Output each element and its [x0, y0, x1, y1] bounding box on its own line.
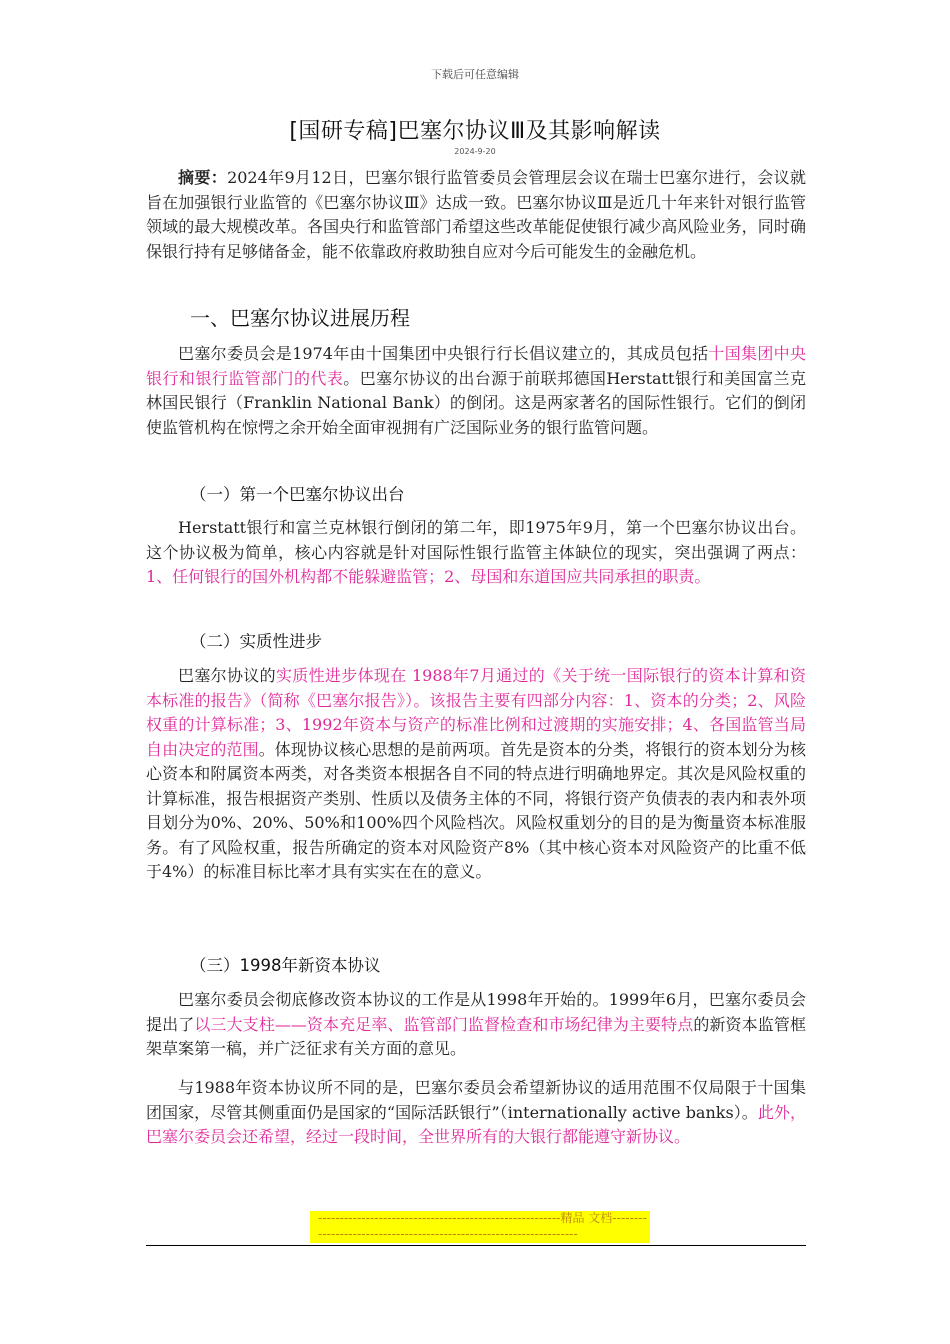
section1-text-b: 。巴塞尔协议的出台源于前联邦德国Herstatt银行和美国富兰克林国民银行（Franklin National Bank）的倒闭。这是两家著名的国际性银行。它们的倒闭使监管机构在惊愕之余开始全面审视拥有广泛国际业务的银行监管问题。 [146, 368, 806, 437]
page-title: [国研专稿]巴塞尔协议Ⅲ及其影响解读 [289, 119, 661, 144]
footer-text: --------------------------------------------------------精品 文档-------------------------------------------------------------------- [318, 1211, 647, 1241]
section1-paragraph [146, 342, 806, 440]
sub2-paragraph [146, 664, 806, 885]
section1-text-a: 巴塞尔委员会是1974年由十国集团中央银行行长倡议建立的，其成员包括 [178, 344, 709, 363]
sub1-text: Herstatt银行和富兰克林银行倒闭的第二年，即1975年9月，第一个巴塞尔协议出台。这个协议极为简单，核心内容就是针对国际性银行监管主体缺位的现实，突出强调了两点： [146, 518, 806, 562]
header-note: 下载后可任意编辑 [431, 68, 519, 81]
subsection-heading-3: （三）1998年新资本协议 [190, 956, 381, 975]
sub3-text-b: 的新资本监管框架草案第一稿，并广泛征求有关方面的意见。 [146, 1014, 806, 1058]
sub2-highlight: 实质性进步体现在 1988年7月通过的《关于统一国际银行的资本计算和资本标准的报告》（简称《巴塞尔报告》）。该报告主要有四部分内容：1、资本的分类；2、风险权重的计算标准；3、1992年资本与资产的标准比例和过渡期的实施安排；4、各国监管当局自由决定的范围 [146, 666, 806, 759]
section1-highlight: 十国集团中央银行和银行监管部门的代表 [146, 344, 806, 388]
sub3-paragraph-1 [146, 988, 806, 1062]
sub2-text-b: 。体现协议核心思想的是前两项。首先是资本的分类，将银行的资本划分为核心资本和附属资本两类，对各类资本根据各自不同的特点进行明确地界定。其次是风险权重的计算标准，报告根据资产类别、性质以及债务主体的不同，将银行资产负债表的表内和表外项目划分为0%、20%、50%和100%四个风险档次。风险权重划分的目的是为衡量资本标准服务。有了风险权重，报告所确定的资本对风险资产8%（其中核心资本对风险资产的比重不低于4%）的标准目标比率才具有实实在在的意义。 [146, 739, 806, 881]
publish-date: 2024-9-20 [454, 147, 496, 156]
sub3-highlight-2: 此外，巴塞尔委员会还希望，经过一段时间，全世界所有的大银行都能遵守新协议。 [146, 1102, 806, 1146]
sub1-highlight: 1、任何银行的国外机构都不能躲避监管；2、母国和东道国应共同承担的职责。 [146, 567, 711, 586]
sub1-paragraph [146, 516, 806, 590]
abstract-paragraph [146, 166, 806, 264]
sub3-text-a: 巴塞尔委员会彻底修改资本协议的工作是从1998年开始的。1999年6月，巴塞尔委员会提出了 [146, 990, 806, 1034]
sub2-text-a: 巴塞尔协议的 [178, 666, 276, 685]
subsection-heading-1: （一）第一个巴塞尔协议出台 [190, 485, 405, 504]
section-heading-1: 一、巴塞尔协议进展历程 [190, 306, 410, 330]
abstract-label: 摘要： [178, 168, 228, 187]
footer-divider [146, 1245, 806, 1246]
sub3-paragraph-2 [146, 1076, 806, 1150]
sub3-highlight-1: 以三大支柱——资本充足率、监管部门监督检查和市场纪律为主要特点 [194, 1014, 694, 1034]
subsection-heading-2: （二）实质性进步 [190, 632, 322, 651]
sub3-text-c: 与1988年资本协议所不同的是，巴塞尔委员会希望新协议的适用范围不仅局限于十国集团国家，尽管其侧重面仍是国家的“国际活跃银行”（internationally active banks）。 [146, 1078, 806, 1122]
abstract-text: 2024年9月12日，巴塞尔银行监管委员会管理层会议在瑞士巴塞尔进行，会议就旨在加强银行业监管的《巴塞尔协议Ⅲ》达成一致。巴塞尔协议Ⅲ是近几十年来针对银行监管领域的最大规模改革。各国央行和监管部门希望这些改革能促使银行减少高风险业务，同时确保银行持有足够储备金，能不依靠政府救助独自应对今后可能发生的金融危机。 [146, 168, 806, 261]
